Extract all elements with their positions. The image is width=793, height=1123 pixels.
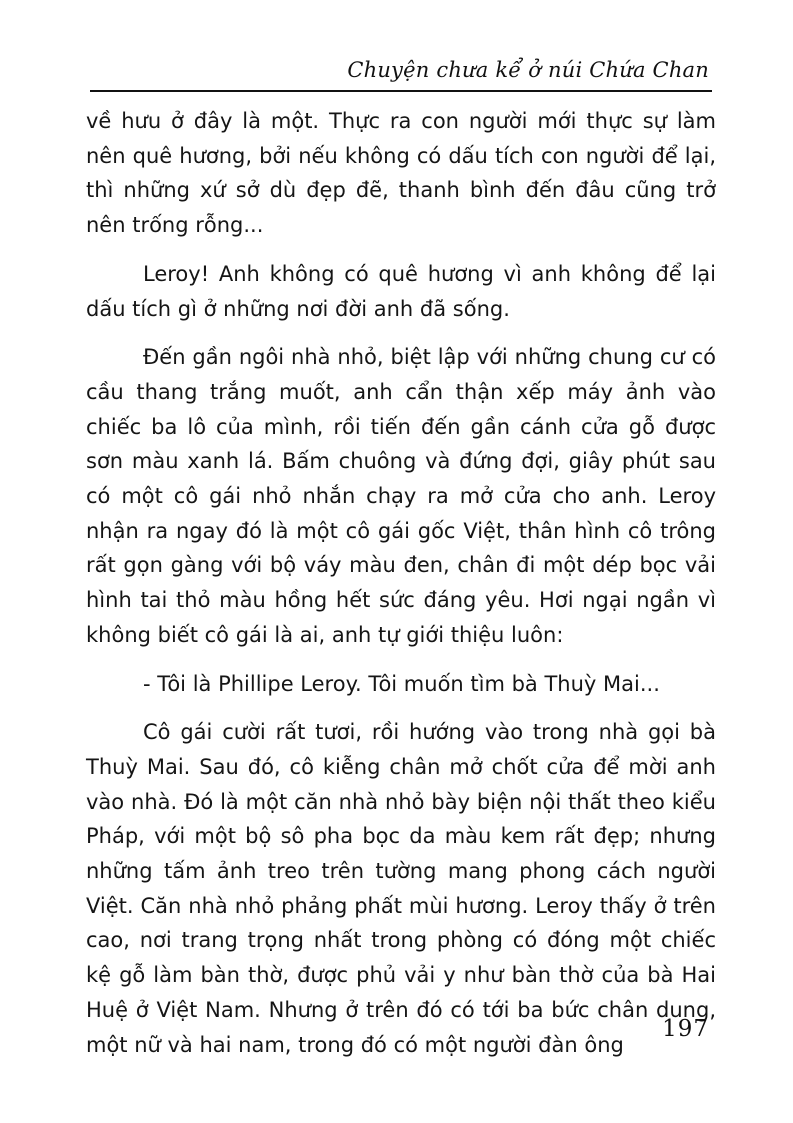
page-body (86, 104, 716, 1076)
header-divider (90, 90, 712, 92)
dialogue-line: - Tôi là Phillipe Leroy. Tôi muốn tìm bà Thuỳ Mai... (143, 671, 660, 696)
paragraph: Cô gái cười rất tươi, rồi hướng vào trong nhà gọi bà Thuỳ Mai. Sau đó, cô kiễng chân mở chốt cửa để mời anh vào nhà. Đó là một căn nhà nhỏ bày biện nội thất theo kiểu Pháp, với một bộ sô pha bọc da màu kem rất đẹp; nhưng những tấm ảnh treo trên tường mang phong cách người Việt. Căn nhà nhỏ phảng phất mùi hương. Leroy thấy ở trên cao, nơi trang trọng nhất trong phòng có đóng một chiếc kệ gỗ làm bàn thờ, được phủ vải y như bàn thờ của bà Hai Huệ ở Việt Nam. Nhưng ở trên đó có tới ba bức chân dung, một nữ và hai nam, trong đó có một người đàn ông (86, 720, 716, 1057)
running-header-title: Chuyện chưa kể ở núi Chứa Chan (347, 58, 709, 82)
paragraph: Leroy! Anh không có quê hương vì anh không để lại dấu tích gì ở những nơi đời anh đã sống. (86, 261, 716, 321)
paragraph-continued: về hưu ở đây là một. Thực ra con người mới thực sự làm nên quê hương, bởi nếu không có dấu tích con người để lại, thì những xứ sở dù đẹp đẽ, thanh bình đến đâu cũng trở nên trống rỗng... (86, 109, 716, 238)
paragraph: Đến gần ngôi nhà nhỏ, biệt lập với những chung cư có cầu thang trắng muốt, anh cẩn thận xếp máy ảnh vào chiếc ba lô của mình, rồi tiến đến gần cánh cửa gỗ được sơn màu xanh lá. Bấm chuông và đứng đợi, giây phút sau có một cô gái nhỏ nhắn chạy ra mở cửa cho anh. Leroy nhận ra ngay đó là một cô gái gốc Việt, thân hình cô trông rất gọn gàng với bộ váy màu đen, chân đi một dép bọc vải hình tai thỏ màu hồng hết sức đáng yêu. Hơi ngại ngần vì không biết cô gái là ai, anh tự giới thiệu luôn: (86, 345, 716, 647)
page-number: 197 (662, 1016, 709, 1042)
